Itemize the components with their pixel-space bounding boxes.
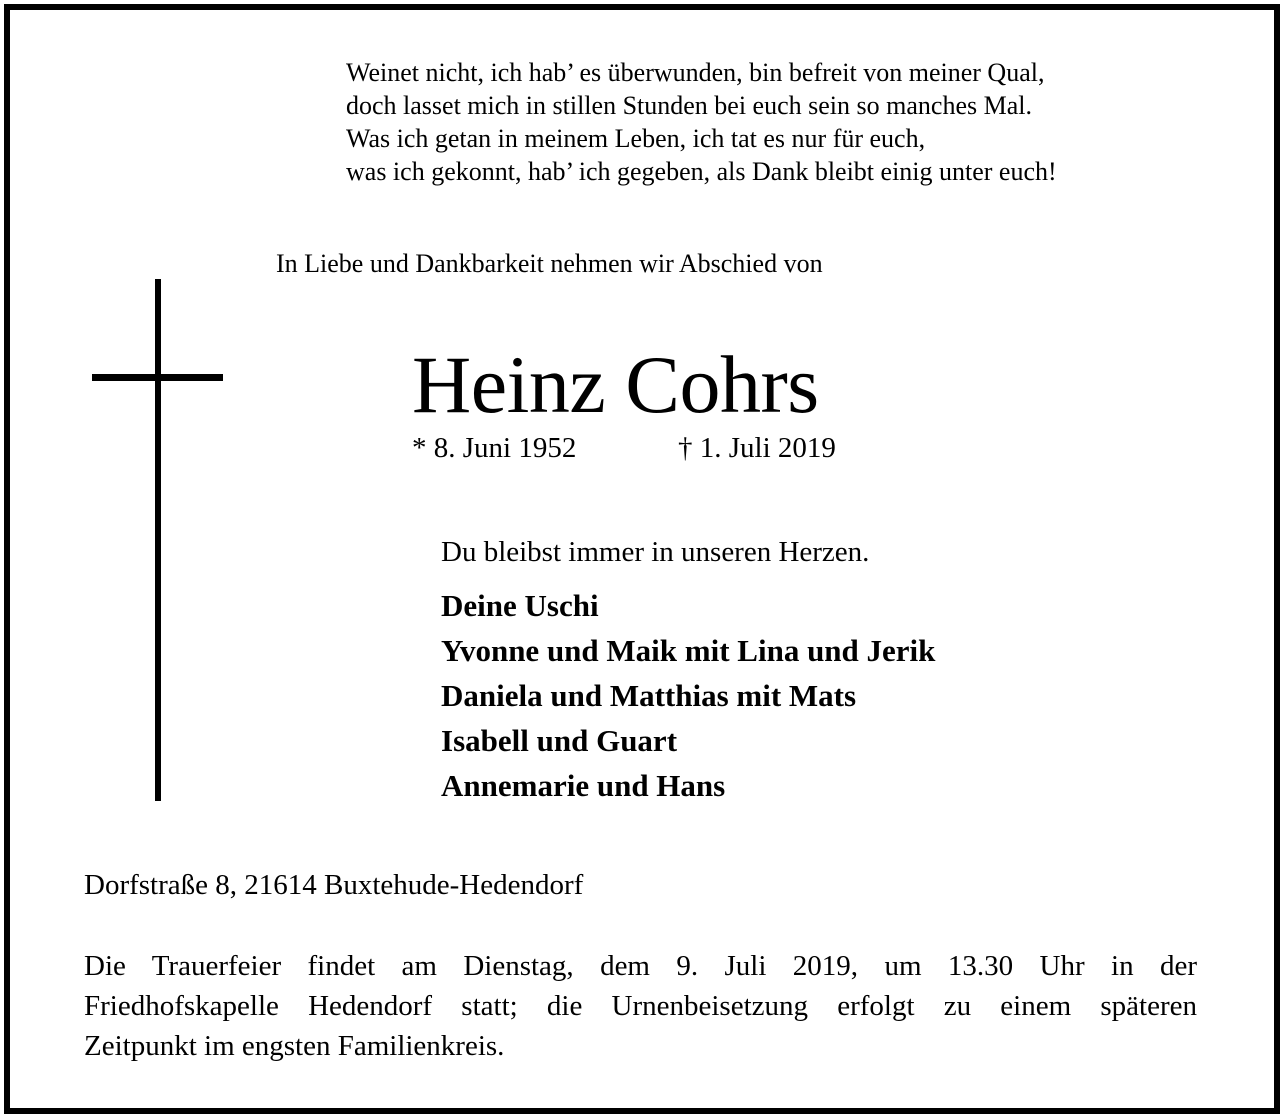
cross-horizontal-beam [92, 374, 223, 381]
mourner-name: Isabell und Guart [441, 723, 678, 758]
funeral-details [84, 946, 1197, 1066]
birth-date: * 8. Juni 1952 [412, 432, 577, 464]
farewell-text: Du bleibst immer in unseren Herzen. [441, 536, 870, 568]
mourner-name: Daniela und Matthias mit Mats [441, 678, 857, 713]
poem [346, 56, 1057, 188]
death-date: † 1. Juli 2019 [678, 432, 836, 464]
mourner-name: Yvonne und Maik mit Lina und Jerik [441, 633, 936, 668]
funeral-line: Friedhofskapelle Hedendorf statt; die Urnenbeisetzung erfolgt zu einem späteren [84, 990, 1197, 1022]
funeral-line: Zeitpunkt im engsten Familienkreis. [84, 1030, 505, 1062]
poem-line: Weinet nicht, ich hab’ es überwunden, bin befreit von meiner Qual, [346, 58, 1045, 87]
intro-text: In Liebe und Dankbarkeit nehmen wir Abschied von [276, 249, 823, 278]
mourner-name: Deine Uschi [441, 588, 599, 623]
poem-line: Was ich getan in meinem Leben, ich tat es nur für euch, [346, 124, 926, 153]
address: Dorfstraße 8, 21614 Buxtehude-Hedendorf [84, 869, 584, 901]
cross-vertical-beam [155, 279, 161, 801]
poem-line: doch lasset mich in stillen Stunden bei euch sein so manches Mal. [346, 91, 1032, 120]
deceased-name: Heinz Cohrs [412, 339, 819, 430]
poem-line: was ich gekonnt, hab’ ich gegeben, als Dank bleibt einig unter euch! [346, 157, 1057, 186]
funeral-line: Die Trauerfeier findet am Dienstag, dem 9. Juli 2019, um 13.30 Uhr in der [84, 950, 1197, 982]
mourners-list [441, 583, 935, 808]
mourner-name: Annemarie und Hans [441, 768, 726, 803]
